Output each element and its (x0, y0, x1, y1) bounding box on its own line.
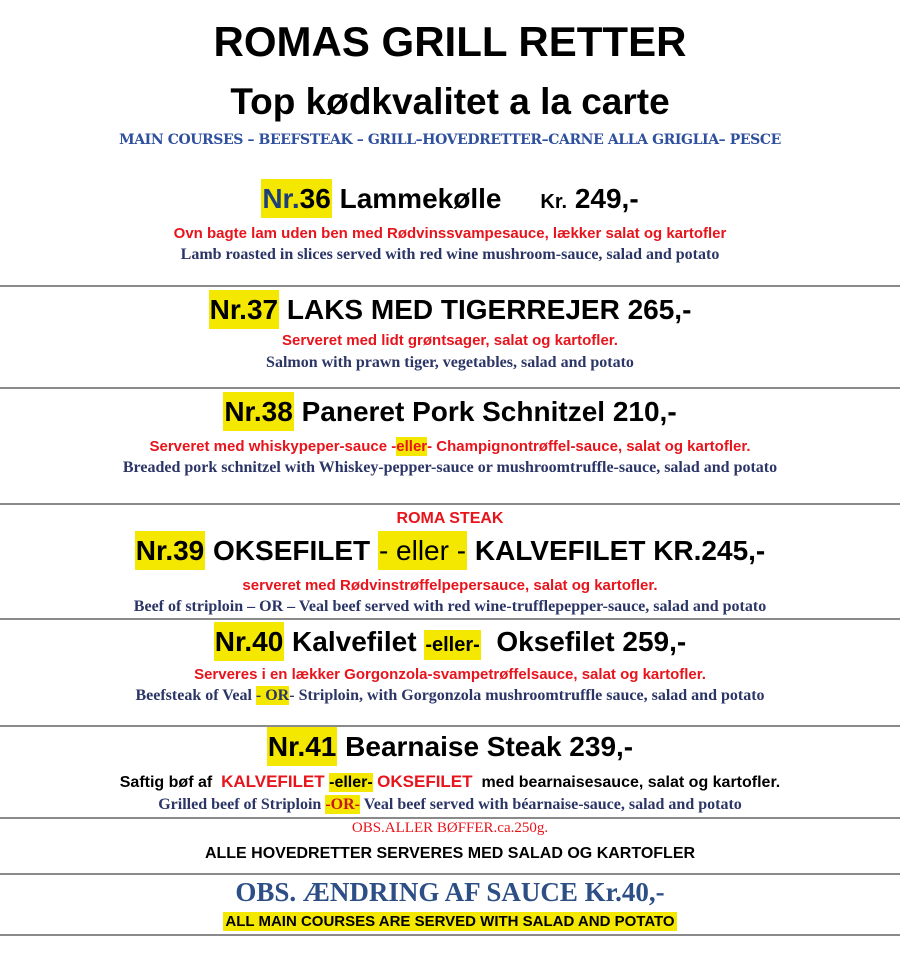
text: Grilled beef of Striploin (158, 796, 322, 813)
divider (0, 873, 900, 875)
dish-41-danish (0, 772, 900, 792)
courses-line: MAIN COURSES – BEEFSTEAK – GRILL–HOVEDRETTER–CARNE ALLA GRIGLIA– PESCE (119, 132, 781, 148)
dish-number-prefix: Nr. (262, 183, 300, 214)
divider (0, 503, 900, 505)
dish-36-english: Lamb roasted in slices served with red wine mushroom-sauce, salad and potato (180, 246, 720, 263)
dish-41-english (0, 796, 900, 814)
dish-39-danish: serveret med Rødvinstrøffelpepersauce, salat og kartofler. (242, 577, 658, 594)
dish-37-danish: Serveret med lidt grøntsager, salat og kartofler. (282, 332, 618, 349)
dish-name: OKSEFILET (213, 535, 371, 566)
divider (0, 618, 900, 620)
dish-39-title (0, 535, 900, 567)
dish-number: 36 (299, 183, 331, 214)
divider (0, 725, 900, 727)
dish-40-english (0, 687, 900, 705)
or-highlight: eller (396, 438, 428, 455)
all-courses-english (0, 913, 900, 930)
divider (0, 934, 900, 936)
dish-37-title (0, 294, 900, 326)
text: Veal beef served with béarnaise-sauce, salad and potato (363, 796, 742, 813)
or-highlight: -OR- (325, 796, 360, 813)
dish-name: LAKS MED TIGERREJER 265,- (286, 294, 692, 325)
dish-name: KALVEFILET KR.245,- (474, 535, 766, 566)
divider (0, 817, 900, 819)
menu-title: ROMAS GRILL RETTER (213, 18, 687, 65)
dish-36-danish: Ovn bagte lam uden ben med Rødvinssvampesauce, lækker salat og kartofler (173, 225, 727, 242)
sauce-change-note: OBS. ÆNDRING AF SAUCE Kr.40,- (235, 877, 665, 907)
dish-39-english: Beef of striploin – OR – Veal beef served with red wine-trufflepepper-sauce, salad and potato (133, 598, 767, 615)
dish-40-title (0, 626, 900, 658)
dish-number: Nr.41 (267, 727, 338, 766)
dish-price: 249,- (574, 183, 639, 214)
kr-label: Kr. (540, 191, 568, 213)
text: med bearnaisesauce, salat og kartofler. (481, 774, 781, 791)
text: - Champignontrøffel-sauce, salat og kartofler. (427, 438, 751, 455)
dish-name: Lammekølle (339, 183, 502, 214)
dish-number: Nr.40 (214, 622, 285, 661)
text: ALL MAIN COURSES ARE SERVED WITH SALAD AND POTATO (225, 913, 675, 930)
dish-37-english: Salmon with prawn tiger, vegetables, salad and potato (266, 354, 634, 371)
dish-number: Nr.39 (135, 531, 206, 570)
or-highlight: - eller - (378, 531, 467, 570)
dish-name: Kalvefilet (292, 626, 417, 657)
roma-steak-heading: ROMA STEAK (396, 510, 504, 527)
dish-name: Bearnaise Steak 239,- (345, 731, 634, 762)
menu-subtitle: Top kødkvalitet a la carte (230, 81, 670, 122)
dish-name: Oksefilet 259,- (496, 626, 687, 657)
or-highlight: -eller- (329, 774, 373, 791)
divider (0, 285, 900, 287)
text: KALVEFILET (221, 772, 325, 791)
dish-number: Nr.37 (209, 290, 280, 329)
dish-38-title (0, 396, 900, 428)
text: Saftig bøf af (119, 774, 213, 791)
dish-38-danish (0, 438, 900, 455)
or-highlight: -eller- (424, 630, 480, 660)
divider (0, 387, 900, 389)
text: Beefsteak of Veal (135, 687, 252, 704)
dish-38-english: Breaded pork schnitzel with Whiskey-pepper-sauce or mushroomtruffle-sauce, salad and potato (122, 459, 778, 476)
text: OKSEFILET (377, 772, 473, 791)
dish-41-title (0, 731, 900, 763)
all-courses-danish: ALLE HOVEDRETTER SERVERES MED SALAD OG KARTOFLER (204, 845, 696, 862)
or-highlight: - OR (255, 687, 290, 704)
dish-number: Nr.38 (223, 392, 294, 431)
weight-note: OBS.ALLER BØFFER.ca.250g. (351, 820, 549, 836)
text: - Striploin, with Gorgonzola mushroomtruffle sauce, salad and potato (289, 687, 765, 704)
dish-36-title (0, 183, 900, 215)
dish-name: Paneret Pork Schnitzel 210,- (301, 396, 677, 427)
dish-40-danish: Serveres i en lækker Gorgonzola-svampetrøffelsauce, salat og kartofler. (194, 666, 706, 683)
text: Serveret med whiskypeper-sauce - (149, 438, 397, 455)
